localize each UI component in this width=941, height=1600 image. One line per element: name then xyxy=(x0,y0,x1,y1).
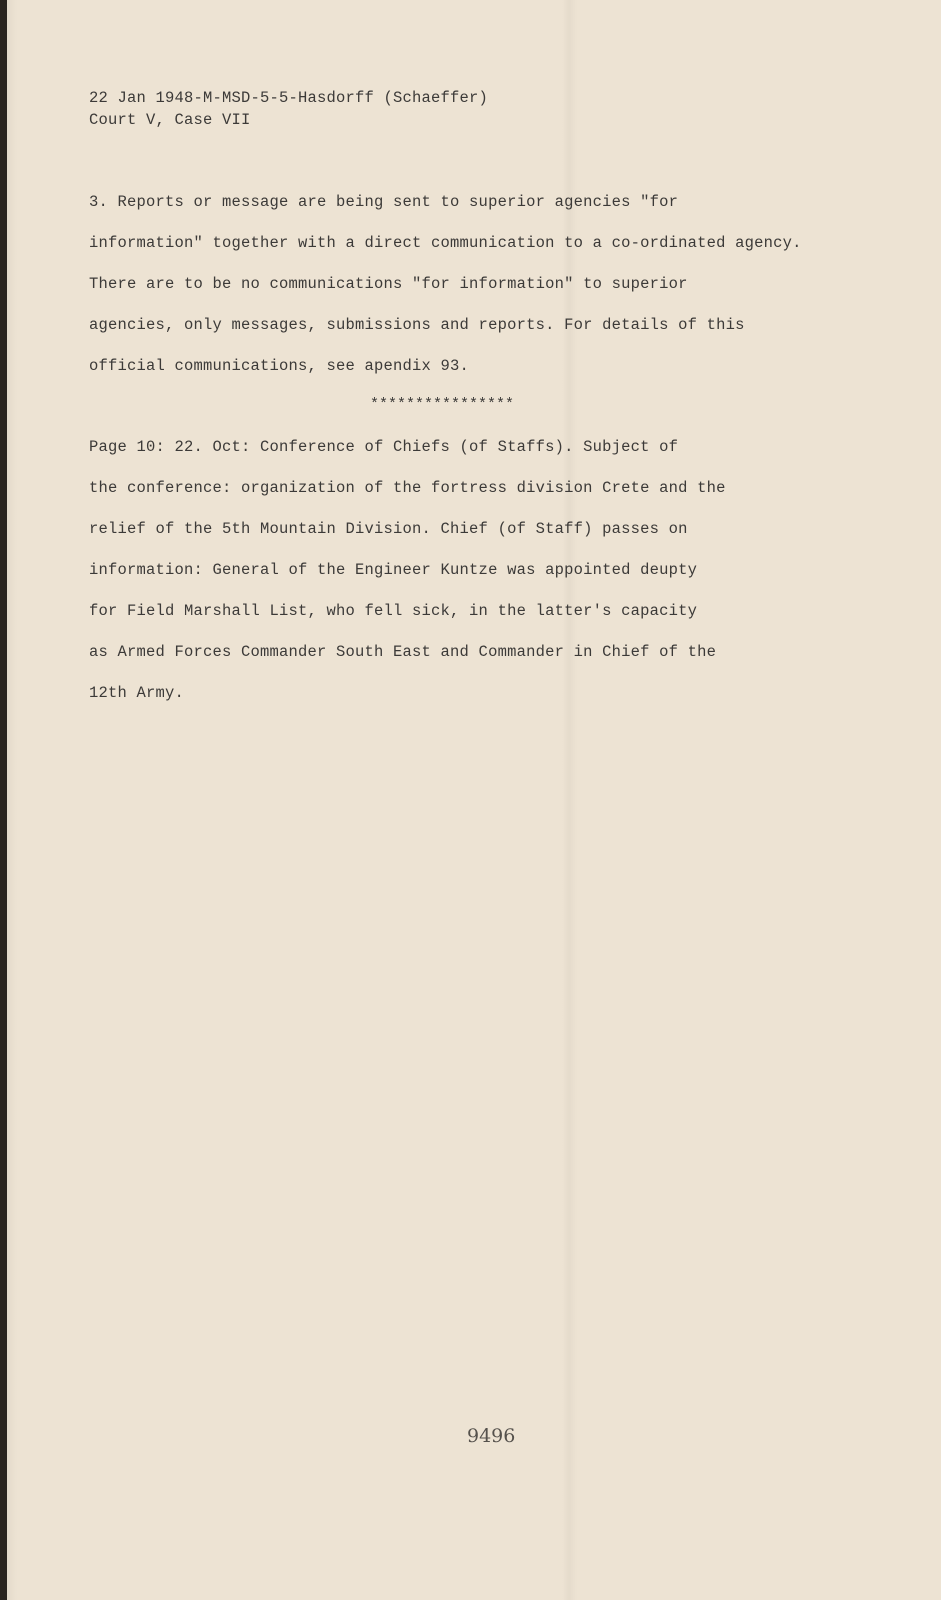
paragraph-1-line: information" together with a direct communication to a co-ordinated agency. xyxy=(89,234,802,252)
paragraph-1-line: There are to be no communications "for information" to superior xyxy=(89,275,688,293)
document-page xyxy=(7,0,941,1600)
paragraph-2 xyxy=(89,427,726,714)
paragraph-2-line: as Armed Forces Commander South East and Commander in Chief of the xyxy=(89,643,717,661)
section-separator: **************** xyxy=(370,396,515,413)
paragraph-2-line: 12th Army. xyxy=(89,684,185,702)
paragraph-1-line: 3. Reports or message are being sent to superior agencies "for xyxy=(89,193,679,211)
paragraph-1-line: official communications, see apendix 93. xyxy=(89,357,470,375)
page-number: 9496 xyxy=(467,1425,516,1447)
paragraph-2-line: information: General of the Engineer Kuntze was appointed deupty xyxy=(89,561,698,579)
paragraph-1 xyxy=(89,182,802,387)
paragraph-1-line: agencies, only messages, submissions and reports. For details of this xyxy=(89,316,745,334)
header-line-1: 22 Jan 1948-M-MSD-5-5-Hasdorff (Schaeffer) xyxy=(89,89,489,107)
header-line-2: Court V, Case VII xyxy=(89,111,251,129)
paragraph-2-line: for Field Marshall List, who fell sick, in the latter's capacity xyxy=(89,602,698,620)
document-header xyxy=(89,87,488,131)
paragraph-2-line: relief of the 5th Mountain Division. Chief (of Staff) passes on xyxy=(89,520,688,538)
paragraph-2-line: the conference: organization of the fortress division Crete and the xyxy=(89,479,726,497)
paragraph-2-line: Page 10: 22. Oct: Conference of Chiefs (of Staffs). Subject of xyxy=(89,438,679,456)
